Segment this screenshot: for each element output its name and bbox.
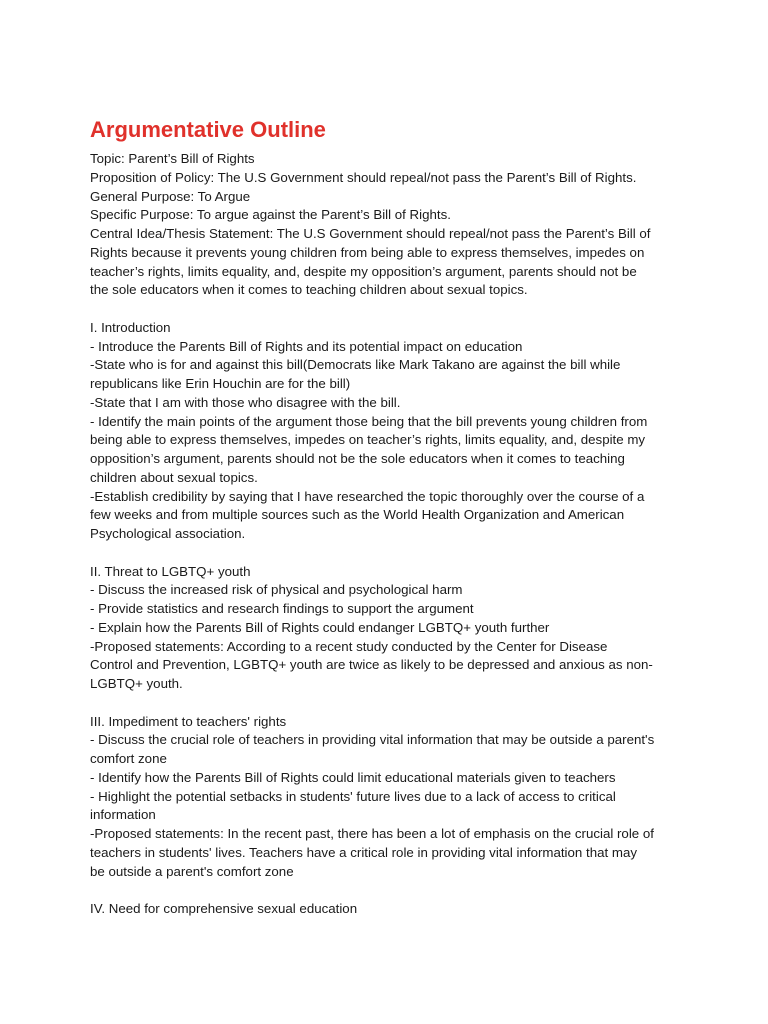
preamble-line: Topic: Parent’s Bill of Rights — [90, 151, 255, 166]
outline-line: - Introduce the Parents Bill of Rights and its potential impact on education — [90, 338, 523, 354]
preamble-line: General Purpose: To Argue — [90, 188, 251, 204]
outline-line: information — [90, 807, 156, 823]
paragraph-spacer — [90, 300, 690, 319]
paragraph-spacer — [90, 544, 690, 563]
outline-line: - Explain how the Parents Bill of Rights could endanger LGBTQ+ youth further — [90, 619, 550, 635]
outline-line: LGBTQ+ youth. — [90, 676, 183, 691]
outline-line: few weeks and from multiple sources such as the World Health Organization and American — [90, 507, 625, 523]
document-body — [90, 150, 690, 919]
outline-line: be outside a parent's comfort zone — [90, 863, 294, 879]
outline-line: -State who is for and against this bill(Democrats like Mark Takano are against the bill while — [90, 357, 621, 373]
preamble-line: the sole educators when it comes to teaching children about sexual topics. — [90, 282, 528, 298]
outline-line: teachers in students' lives. Teachers have a critical role in providing vital information that may — [90, 844, 637, 860]
outline-line: -State that I am with those who disagree with the bill. — [90, 394, 401, 410]
preamble-line: Specific Purpose: To argue against the Parent’s Bill of Rights. — [90, 207, 451, 223]
outline-line: children about sexual topics. — [90, 469, 258, 485]
paragraph-spacer — [90, 881, 690, 900]
outline-line: - Highlight the potential setbacks in students' future lives due to a lack of access to critical — [90, 788, 616, 804]
outline-line: -Proposed statements: According to a recent study conducted by the Center for Disease — [90, 638, 608, 654]
preamble-line: Rights because it prevents young children from being able to express themselves, impedes on — [90, 244, 645, 260]
outline-line: - Discuss the crucial role of teachers in providing vital information that may be outside a parent's — [90, 732, 655, 748]
outline-line: II. Threat to LGBTQ+ youth — [90, 563, 251, 579]
outline-line: Psychological association. — [90, 526, 246, 541]
preamble-line: teacher’s rights, limits equality, and, despite my opposition’s argument, parents should not be — [90, 263, 637, 279]
document-title: Argumentative Outline — [90, 117, 326, 142]
outline-line: -Establish credibility by saying that I have researched the topic thoroughly over the course of a — [90, 488, 645, 504]
outline-line: - Identify the main points of the argument those being that the bill prevents young children from — [90, 413, 648, 429]
outline-line: opposition’s argument, parents should not be the sole educators when it comes to teaching — [90, 451, 625, 466]
outline-line: - Identify how the Parents Bill of Rights could limit educational materials given to teachers — [90, 769, 616, 785]
preamble-line: Proposition of Policy: The U.S Government should repeal/not pass the Parent’s Bill of Rights. — [90, 169, 637, 185]
outline-line: Control and Prevention, LGBTQ+ youth are twice as likely to be depressed and anxious as non- — [90, 657, 653, 673]
outline-line: -Proposed statements: In the recent past, there has been a lot of emphasis on the crucial role of — [90, 826, 654, 841]
outline-line: III. Impediment to teachers' rights — [90, 713, 287, 729]
preamble-line: Central Idea/Thesis Statement: The U.S Government should repeal/not pass the Parent’s Bill of — [90, 226, 651, 241]
paragraph-spacer — [90, 694, 690, 713]
outline-line: comfort zone — [90, 751, 167, 766]
outline-line: being able to express themselves, impedes on teacher’s rights, limits equality, and, despite my — [90, 432, 646, 448]
outline-line: - Provide statistics and research findings to support the argument — [90, 601, 474, 616]
outline-line: I. Introduction — [90, 319, 171, 335]
outline-line: IV. Need for comprehensive sexual education — [90, 901, 358, 916]
outline-line: republicans like Erin Houchin are for the bill) — [90, 376, 351, 391]
outline-line: - Discuss the increased risk of physical and psychological harm — [90, 582, 463, 598]
